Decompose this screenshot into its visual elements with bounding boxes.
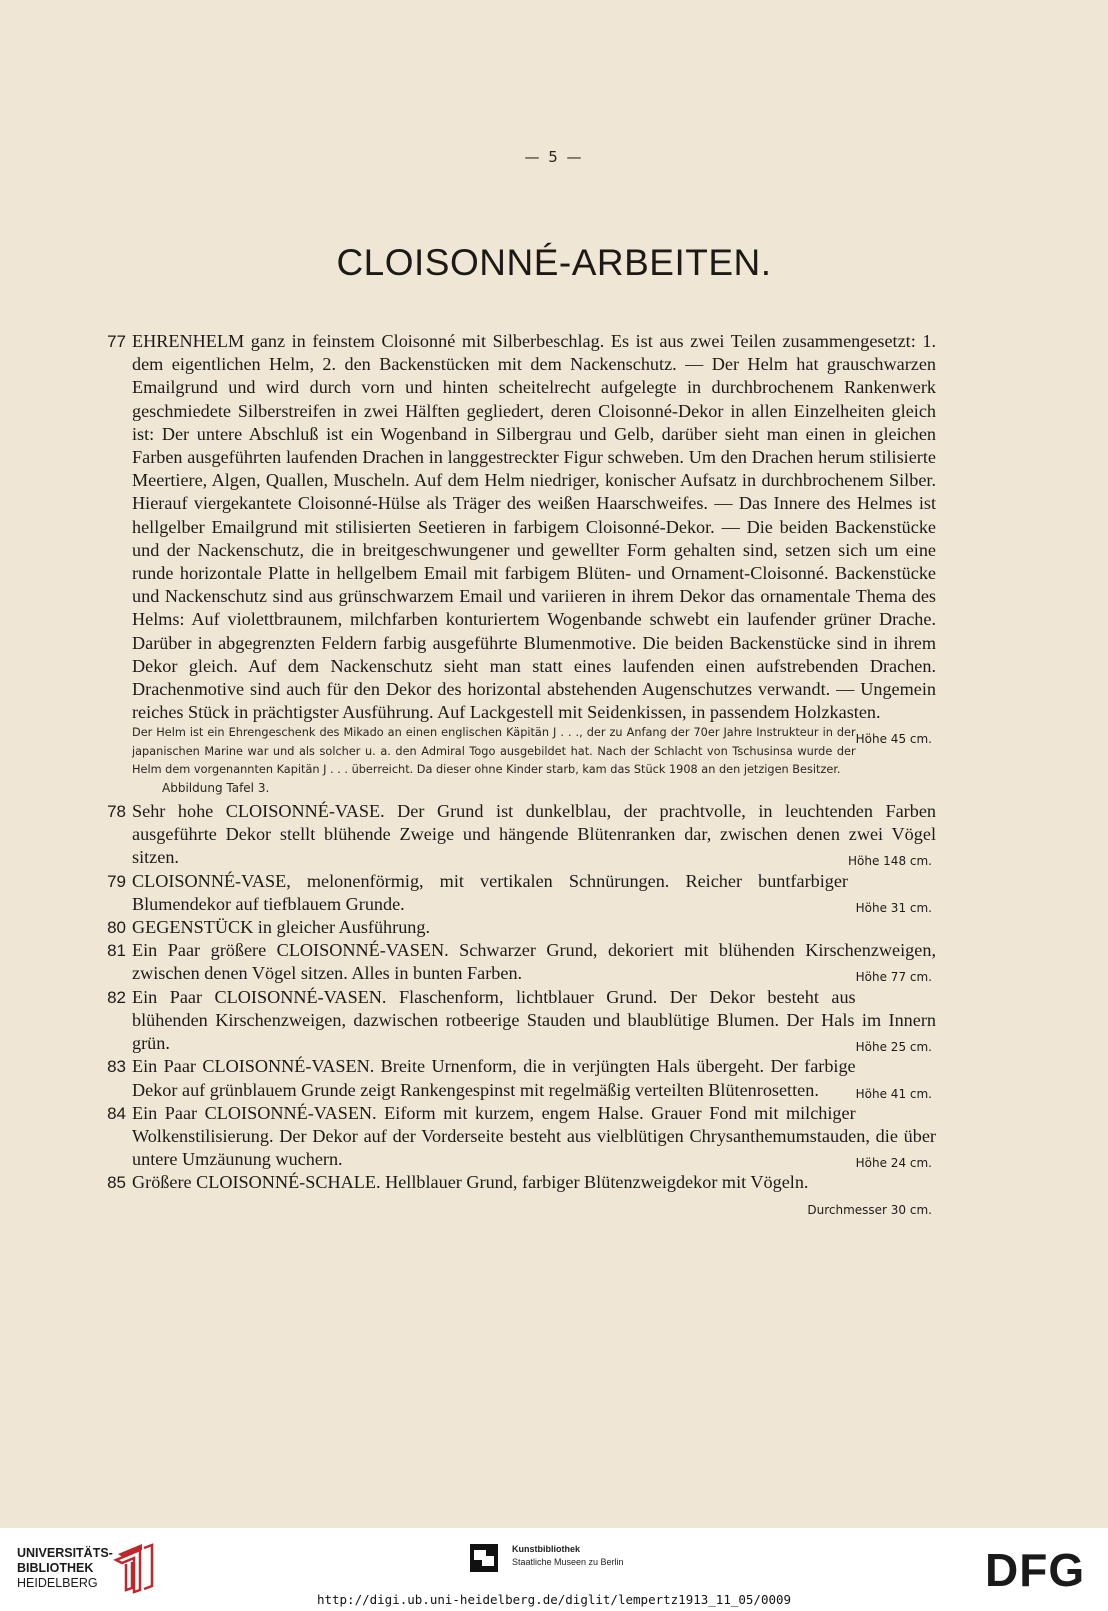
catalog-entry <box>96 986 936 1056</box>
entry-number: 81 <box>107 941 126 961</box>
entry-dimension: Höhe 25 cm. <box>855 1040 932 1055</box>
entry-text: Ein Paar größere CLOISONNÉ-VASEN. Schwarzer Grund, dekoriert mit blühenden Kirschenzweigen, zwischen denen Vögel sitzen. Alles in bunten Farben. <box>132 940 936 984</box>
entry-text: CLOISONNÉ-VASE, melonenförmig, mit vertikalen Schnürungen. Reicher buntfarbiger Blumendekor auf tiefblauem Grunde. <box>132 870 848 914</box>
catalog-entry <box>96 1171 936 1217</box>
entry-text: Größere CLOISONNÉ-SCHALE. Hellblauer Grund, farbiger Blütenzweigdekor mit Vögeln. <box>132 1172 809 1193</box>
page-number: — 5 — <box>524 148 584 166</box>
kb-line-2: Staatliche Museen zu Berlin <box>512 1557 624 1567</box>
provenance-note: Der Helm ist ein Ehrengeschenk des Mikado an einen englischen Käpitän J . . ., der zu Anfang der 70er Jahre Instrukteur in der japanischen Marine war und als solcher u. a. den Admiral Togo ausgebildet hat. Nach der Schlacht von Tschusinsa wurde der Helm dem vorgenannten Kapitän J . . . überreicht. Da dieser ohne Kinder starb, kam das Stück 1908 an den jetzigen Besitzer. <box>132 726 856 776</box>
entry-number: 84 <box>107 1103 126 1123</box>
entry-dimension: Höhe 31 cm. <box>855 900 932 915</box>
entry-text: Ein Paar CLOISONNÉ-VASEN. Flaschenform, lichtblauer Grund. Der Dekor besteht aus blühenden Kirschenzweigen, dazwischen rotbeerige Stauden und blaublütige Blumen. Der Hals im Innern grün. <box>132 986 936 1054</box>
entry-number: 78 <box>107 802 126 822</box>
entry-number: 77 <box>107 332 126 351</box>
entry-text: EHRENHELM ganz in feinstem Cloisonné mit Silberbeschlag. Es ist aus zwei Teilen zusammengesetzt: 1. dem eigentlichen Helm, 2. den Backenstücken mit dem Nackenschutz. — Der Helm hat grauschwarzen Emailgrund und wird durch vorn und hinten scheitelrecht aufgelegte in durchbrochenem Rankenwerk geschmiedete Silberstreifen in zwei Hälften gegliedert, deren Cloisonné-Dekor in allen Einzelheiten gleich ist: Der untere Abschluß ist ein Wogenband in Silbergrau und Gelb, darüber sieht man einen in gleichen Farben ausgeführten laufenden Drachen in langgestreckter Figur schweben. Um den Drachen herum stilisierte Meertiere, Algen, Quallen, Muscheln. Auf dem Helm niedriger, konischer Aufsatz in durchbrochenem Silber. Hierauf viergekantete Cloisonné-Hülse als Träger des weißen Haarschweifes. — Das Innere des Helmes ist hellgelber Emailgrund mit stilisierten Seetieren in farbigem Cloisonné-Dekor. — Die beiden Backenstücke und der Nackenschutz, die in breitgeschwungener und gewellter Form gehalten sind, setzen sich um eine runde horizontale Platte in hellgelbem Email mit farbigem Blüten- und Ornament-Cloisonné. Backenstücke und Nackenschutz sind aus grünschwarzem Email und variieren in ihrem Dekor das ornamentale Thema des Helms: Auf violettbraunem, milchfarben konturiertem Wogenbande schwebt ein laufender grüner Drache. Darüber in abgegrenzten Feldern farbig ausgeführte Blumenmotive. Die beiden Backenstücke sind in ihrem Dekor gleich. Auf dem Nackenschutz sieht man statt eines laufenden einen aufstrebenden Drachen. Drachenmotive sind auch für den Dekor des horizontal abstehenden Augenschutzes verwandt. — Ungemein reiches Stück in prächtigster Ausführung. Auf Lackgestell mit Seidenkissen, in passendem Holzkasten. <box>132 331 936 723</box>
kunstbibliothek-logo-icon[interactable] <box>470 1544 498 1572</box>
ub-line-2: BIBLIOTHEK <box>17 1561 94 1575</box>
page-url[interactable]: http://digi.ub.uni-heidelberg.de/diglit/lempertz1913_11_05/0009 <box>316 1592 792 1607</box>
entry-number: 83 <box>107 1057 126 1077</box>
ub-line-1: UNIVERSITÄTS- <box>17 1546 113 1560</box>
entry-text: GEGENSTÜCK in gleicher Ausführung. <box>132 917 431 938</box>
entry-dimension: Höhe 41 cm. <box>855 1086 932 1101</box>
catalog-entry <box>96 870 936 916</box>
kb-line-1: Kunstbibliothek <box>512 1544 580 1554</box>
catalog-entry <box>96 800 936 870</box>
catalog-entry <box>96 330 936 747</box>
entry-dimension: Höhe 45 cm. <box>855 732 932 747</box>
page-title: CLOISONNÉ-ARBEITEN. <box>336 242 772 283</box>
entry-number: 85 <box>107 1173 126 1193</box>
viewer-footer <box>0 1528 1108 1611</box>
entry-text: Ein Paar CLOISONNÉ-VASEN. Breite Urnenform, die in verjüngten Hals übergeht. Der farbige Dekor auf grünblauem Grunde zeigt Rankengespinst mit regelmäßig verteilten Blütenrosetten. <box>132 1056 856 1100</box>
kunstbibliothek-label[interactable] <box>512 1543 624 1569</box>
ub-line-3: HEIDELBERG <box>17 1576 98 1590</box>
catalog-entry <box>96 1055 936 1101</box>
catalog-entry <box>96 939 936 985</box>
entry-dimension: Durchmesser 30 cm. <box>807 1202 932 1217</box>
entry-number: 79 <box>107 871 126 891</box>
illustration-reference: Abbildung Tafel 3. <box>162 781 270 796</box>
entry-dimension: Höhe 24 cm. <box>855 1156 932 1171</box>
ub-logo-icon[interactable] <box>112 1540 156 1594</box>
entry-number: 80 <box>107 918 126 938</box>
catalog-entry <box>96 1102 936 1172</box>
entry-text: Ein Paar CLOISONNÉ-VASEN. Eiform mit kurzem, engem Halse. Grauer Fond mit milchiger Wolkenstilisierung. Der Dekor auf der Vorderseite besteht aus vielblütigen Chrysanthemumstauden, die über untere Umzäunung wuchern. <box>132 1102 936 1170</box>
entry-text: Sehr hohe CLOISONNÉ-VASE. Der Grund ist dunkelblau, der prachtvolle, in leuchtenden Farben ausgeführte Dekor stellt blühende Zweige und hängende Blütenranken dar, zwischen denen zwei Vögel sitzen. <box>132 801 936 868</box>
catalog-entry <box>96 916 936 939</box>
dfg-logo[interactable]: DFG <box>985 1544 1086 1596</box>
entry-dimension: Höhe 148 cm. <box>848 854 932 869</box>
entry-number: 82 <box>107 987 126 1007</box>
ub-heidelberg-label[interactable] <box>17 1546 113 1591</box>
catalog-entries <box>96 330 936 1222</box>
entry-dimension: Höhe 77 cm. <box>855 970 932 985</box>
